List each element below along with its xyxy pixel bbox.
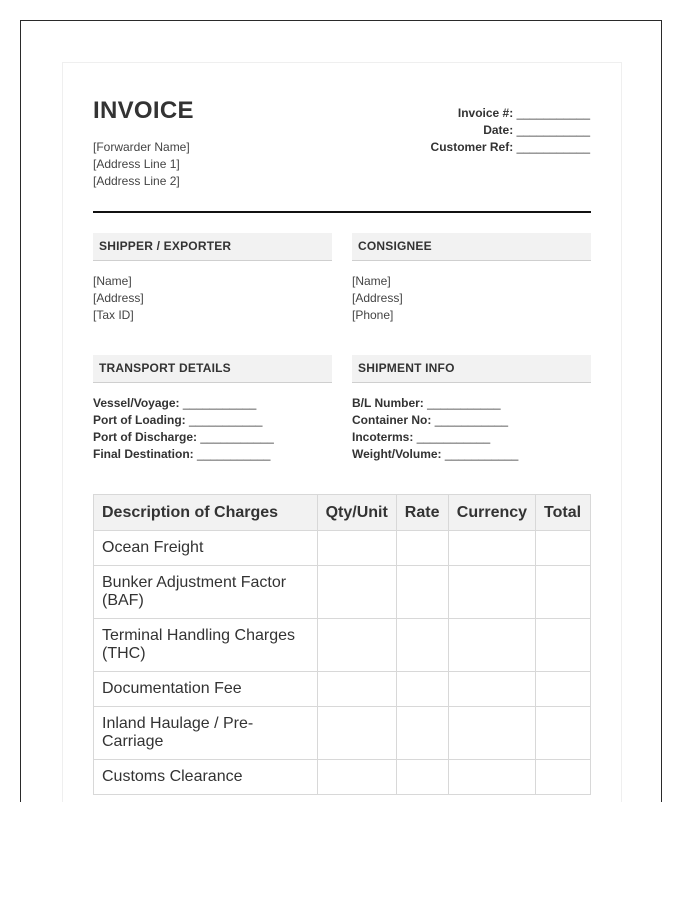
charge-total-cell[interactable] (536, 619, 591, 672)
port-of-loading-label: Port of Loading: (93, 413, 186, 427)
table-row (94, 566, 591, 619)
invoice-number-label: Invoice #: (457, 106, 514, 120)
port-of-discharge-label: Port of Discharge: (93, 430, 198, 444)
charge-rate-cell[interactable] (396, 566, 448, 619)
table-row (94, 760, 591, 795)
consignee-address: [Address] (352, 291, 403, 305)
charge-description: Terminal Handling Charges (THC) (94, 619, 318, 672)
bl-number-label: B/L Number: (352, 396, 424, 410)
transport-details (93, 395, 274, 463)
vessel-voyage-blank: ___________ (182, 396, 257, 410)
shipment-heading: SHIPMENT INFO (352, 355, 591, 383)
forwarder-address-line-2: [Address Line 2] (93, 174, 180, 188)
charge-qty-cell[interactable] (317, 707, 396, 760)
shipper-details (93, 273, 144, 324)
charge-qty-cell[interactable] (317, 531, 396, 566)
charge-total-cell[interactable] (536, 672, 591, 707)
charge-rate-cell[interactable] (396, 619, 448, 672)
consignee-details (352, 273, 403, 324)
port-of-discharge-blank: ___________ (200, 430, 274, 444)
header-divider (93, 211, 591, 213)
consignee-name: [Name] (352, 274, 391, 288)
charge-description: Bunker Adjustment Factor (BAF) (94, 566, 318, 619)
column-header-description: Description of Charges (94, 495, 318, 531)
final-destination-label: Final Destination: (93, 447, 194, 461)
bl-number-field (352, 395, 518, 412)
container-no-field (352, 412, 518, 429)
charge-total-cell[interactable] (536, 707, 591, 760)
charges-table (93, 494, 591, 795)
invoice-title: INVOICE (93, 97, 194, 124)
vessel-voyage-field (93, 395, 274, 412)
shipper-heading: SHIPPER / EXPORTER (93, 233, 332, 261)
charge-rate-cell[interactable] (396, 531, 448, 566)
charge-qty-cell[interactable] (317, 619, 396, 672)
table-row (94, 707, 591, 760)
table-row (94, 672, 591, 707)
shipper-name: [Name] (93, 274, 132, 288)
charge-total-cell[interactable] (536, 566, 591, 619)
bl-number-blank: ___________ (427, 396, 501, 410)
charge-currency-cell[interactable] (448, 531, 535, 566)
table-row (94, 531, 591, 566)
charge-currency-cell[interactable] (448, 707, 535, 760)
forwarder-address (93, 139, 190, 190)
charge-currency-cell[interactable] (448, 566, 535, 619)
shipper-tax-id: [Tax ID] (93, 308, 134, 322)
port-of-loading-blank: ___________ (189, 413, 263, 427)
incoterms-field (352, 429, 518, 446)
column-header-rate: Rate (396, 495, 448, 531)
column-header-currency: Currency (448, 495, 535, 531)
invoice-sheet (62, 62, 622, 802)
shipper-address: [Address] (93, 291, 144, 305)
charge-description: Customs Clearance (94, 760, 318, 795)
port-of-loading-field (93, 412, 274, 429)
vessel-voyage-label: Vessel/Voyage: (93, 396, 180, 410)
invoice-number-field (431, 105, 590, 122)
date-blank: ___________ (516, 123, 590, 137)
customer-ref-field (431, 139, 590, 156)
charge-qty-cell[interactable] (317, 672, 396, 707)
port-of-discharge-field (93, 429, 274, 446)
transport-heading: TRANSPORT DETAILS (93, 355, 332, 383)
column-header-qty-unit: Qty/Unit (317, 495, 396, 531)
forwarder-name: [Forwarder Name] (93, 140, 190, 154)
charge-description: Inland Haulage / Pre-Carriage (94, 707, 318, 760)
charge-qty-cell[interactable] (317, 566, 396, 619)
charge-currency-cell[interactable] (448, 672, 535, 707)
customer-ref-label: Customer Ref: (430, 140, 514, 154)
incoterms-label: Incoterms: (352, 430, 414, 444)
charges-header-row (94, 495, 591, 531)
container-no-blank: ___________ (434, 413, 509, 427)
invoice-number-blank: ___________ (516, 106, 590, 120)
table-row (94, 619, 591, 672)
final-destination-blank: ___________ (197, 447, 271, 461)
date-label: Date: (483, 123, 514, 137)
charge-description: Documentation Fee (94, 672, 318, 707)
container-no-label: Container No: (352, 413, 432, 427)
charge-currency-cell[interactable] (448, 619, 535, 672)
weight-volume-field (352, 446, 518, 463)
charge-total-cell[interactable] (536, 531, 591, 566)
final-destination-field (93, 446, 274, 463)
consignee-heading: CONSIGNEE (352, 233, 591, 261)
weight-volume-label: Weight/Volume: (352, 447, 442, 461)
charge-currency-cell[interactable] (448, 760, 535, 795)
charge-qty-cell[interactable] (317, 760, 396, 795)
date-field (431, 122, 590, 139)
weight-volume-blank: ___________ (444, 447, 519, 461)
column-header-total: Total (536, 495, 591, 531)
charge-description: Ocean Freight (94, 531, 318, 566)
invoice-meta (431, 105, 590, 156)
incoterms-blank: ___________ (416, 430, 491, 444)
customer-ref-blank: ___________ (516, 140, 590, 154)
charge-rate-cell[interactable] (396, 760, 448, 795)
charge-total-cell[interactable] (536, 760, 591, 795)
document-frame (20, 20, 662, 802)
shipment-details (352, 395, 518, 463)
charge-rate-cell[interactable] (396, 707, 448, 760)
consignee-phone: [Phone] (352, 308, 394, 322)
charge-rate-cell[interactable] (396, 672, 448, 707)
forwarder-address-line-1: [Address Line 1] (93, 157, 180, 171)
